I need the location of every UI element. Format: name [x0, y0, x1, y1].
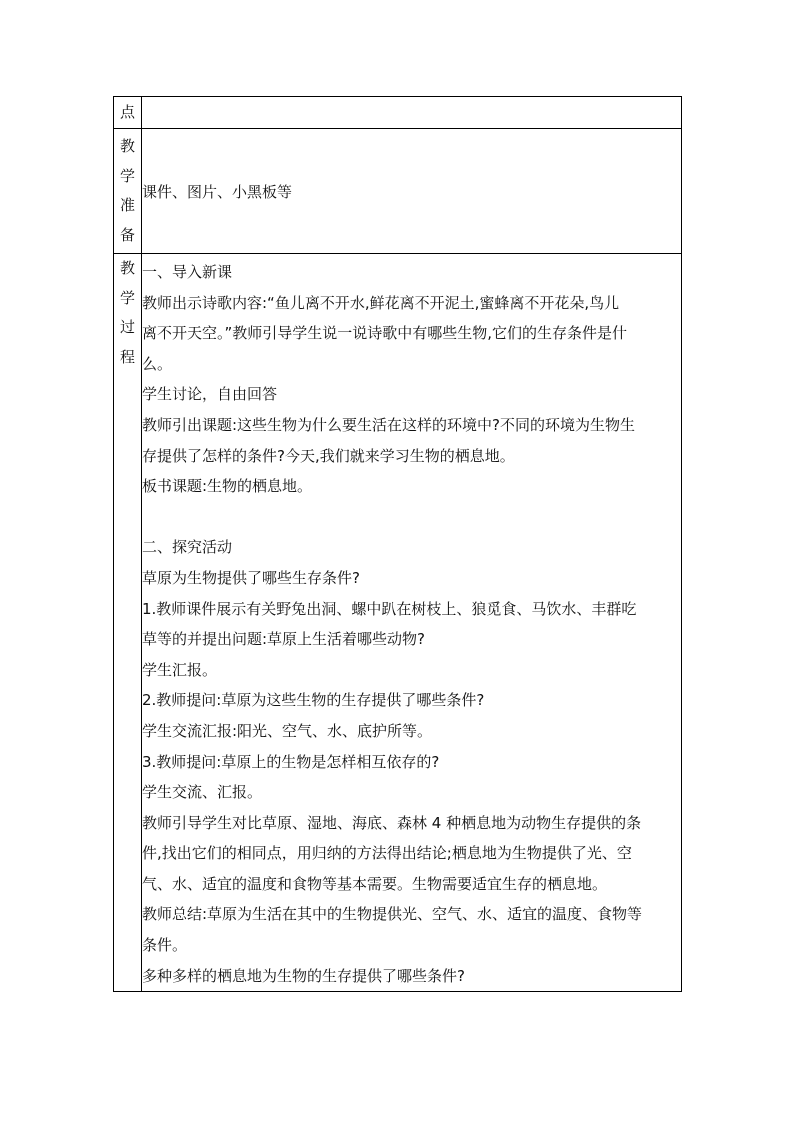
process-line: 离不开天空。”教师引导学生说一说诗歌中有哪些生物,它们的生存条件是什	[142, 324, 628, 343]
label-char: 备	[119, 225, 135, 244]
process-line: 学生汇报。	[142, 660, 218, 679]
content-preparation: 课件、图片、小黑板等	[142, 129, 682, 254]
process-line: 学生交流、汇报。	[142, 783, 263, 802]
process-line: 条件。	[142, 936, 188, 955]
row-teaching-points	[114, 97, 682, 129]
process-line: 气、水、适宜的温度和食物等基本需要。生物需要适宜生存的栖息地。	[142, 874, 608, 893]
process-line: 教师引出课题:这些生物为什么要生活在这样的环境中?不同的环境为生物生	[142, 415, 636, 434]
process-line: 3.教师提问:草原上的生物是怎样相互依存的?	[142, 752, 440, 771]
process-line: 么。	[142, 354, 173, 373]
label-char: 程	[119, 347, 135, 366]
label-char: 教	[119, 137, 135, 155]
lesson-plan-table	[113, 96, 682, 992]
label-point-text: 点	[119, 102, 135, 121]
label-char: 学	[119, 288, 135, 307]
row-teaching-process	[114, 254, 682, 992]
content-point	[142, 97, 682, 129]
process-line: 一、导入新课	[142, 263, 233, 281]
process-line: 教师总结:草原为生活在其中的生物提供光、空气、水、适宜的温度、食物等	[142, 905, 643, 924]
label-char: 准	[119, 196, 135, 214]
label-process	[114, 254, 142, 992]
process-line: 二、探究活动	[142, 538, 233, 557]
process-line: 学生讨论，自由回答	[142, 385, 278, 404]
process-line	[142, 502, 681, 533]
label-char: 学	[119, 166, 135, 185]
label-char: 教	[119, 259, 135, 277]
process-line: 多种多样的栖息地为生物的生存提供了哪些条件?	[142, 966, 465, 985]
label-point	[114, 97, 142, 129]
process-line: 件,找出它们的相同点，用归纳的方法得出结论;栖息地为生物提供了光、空	[142, 844, 632, 863]
process-line: 草原为生物提供了哪些生存条件?	[142, 568, 360, 587]
process-line: 草等的并提出问题:草原上生活着哪些动物?	[142, 630, 426, 649]
content-process	[142, 254, 682, 992]
label-preparation	[114, 129, 142, 254]
process-line: 存提供了怎样的条件?今天,我们就来学习生物的栖息地。	[142, 446, 515, 465]
process-line: 教师引导学生对比草原、湿地、海底、森林 4 种栖息地为动物生存提供的条	[142, 813, 642, 832]
process-line: 学生交流汇报:阳光、空气、水、底护所等。	[142, 721, 433, 740]
row-teaching-preparation	[114, 129, 682, 254]
process-line: 1.教师课件展示有关野兔出洞、螺中趴在树枝上、狼觅食、马饮水、丰群吃	[142, 599, 637, 618]
process-line: 板书课题:生物的栖息地。	[142, 477, 313, 496]
process-line: 2.教师提问:草原为这些生物的生存提供了哪些条件?	[142, 691, 485, 710]
label-char: 过	[119, 318, 135, 336]
process-line: 教师出示诗歌内容:“鱼儿离不开水,鲜花离不开泥土,蜜蜂离不开花朵,鸟儿	[142, 293, 620, 312]
